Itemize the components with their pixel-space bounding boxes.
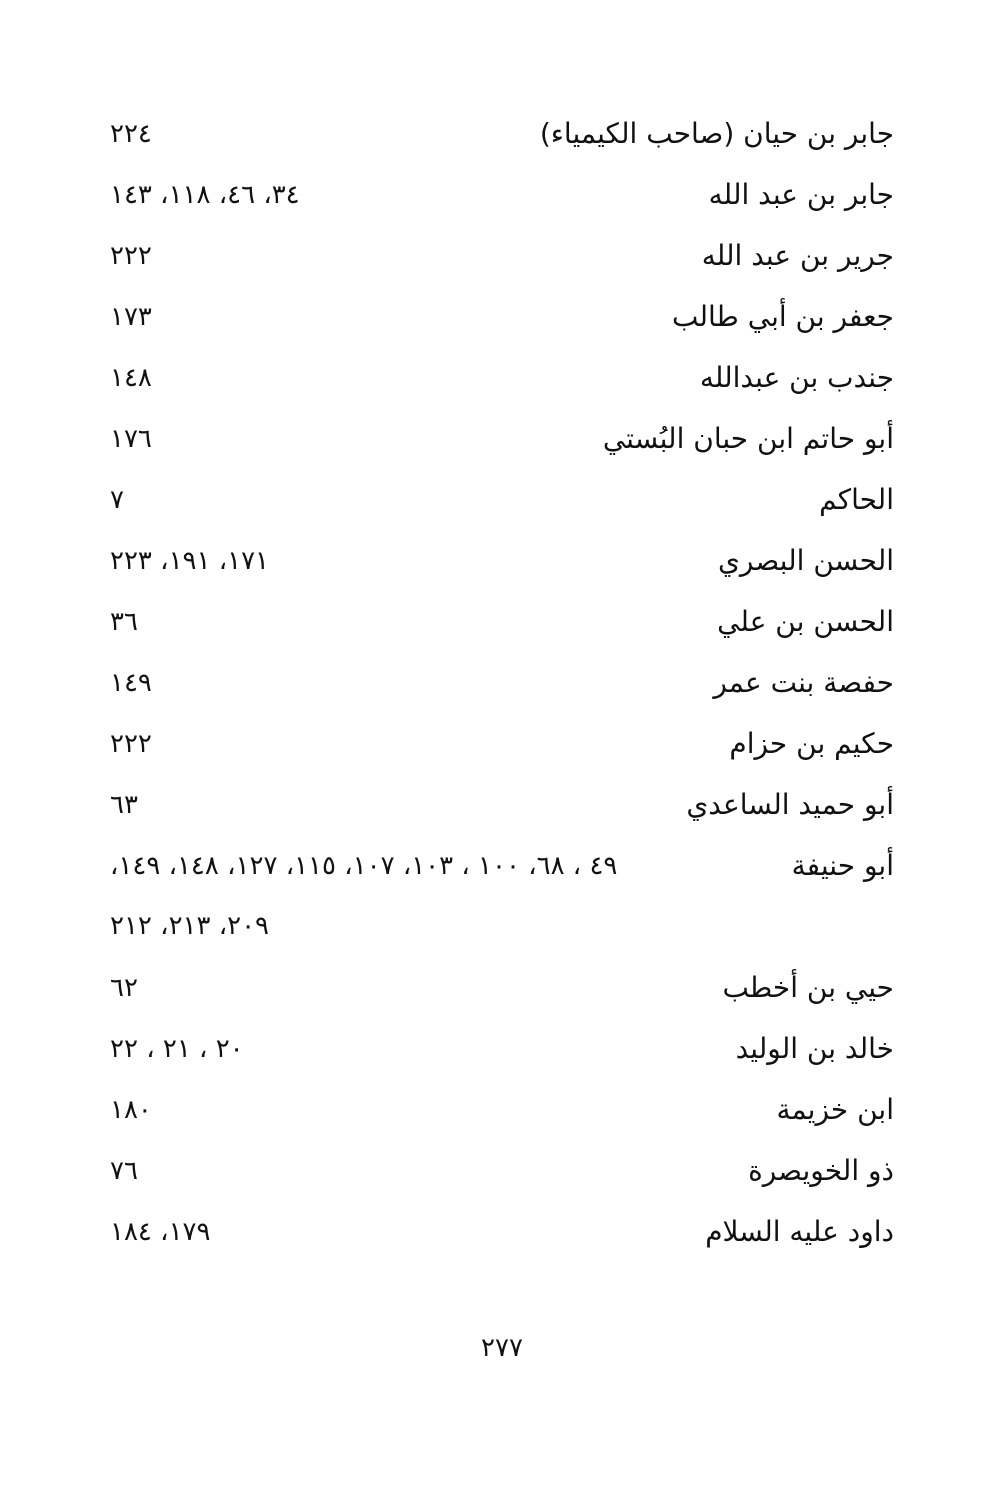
entry-name: حكيم بن حزام — [729, 727, 894, 760]
entry-name: ابن خزيمة — [776, 1093, 894, 1126]
entry-pages: ١٤٨ — [110, 363, 152, 393]
entry-name: ذو الخويصرة — [748, 1154, 894, 1187]
entry-pages: ٣٤، ٤٦، ١١٨، ١٤٣ — [110, 180, 300, 210]
entry-pages: ٢٢٢ — [110, 241, 152, 271]
index-entry — [0, 722, 1004, 772]
entry-name: الحسن بن علي — [717, 605, 894, 638]
index-entry — [0, 356, 1004, 406]
index-entry — [0, 478, 1004, 528]
index-entry — [0, 783, 1004, 833]
index-entry — [0, 539, 1004, 589]
index-entry — [0, 600, 1004, 650]
entry-pages: ٢٢٢ — [110, 729, 152, 759]
entry-pages: ١٧٦ — [110, 424, 152, 454]
page-number: ٢٧٧ — [481, 1333, 523, 1363]
entry-name: جندب بن عبدالله — [699, 361, 894, 394]
entry-name: حيي بن أخطب — [722, 971, 894, 1004]
index-entry — [0, 1210, 1004, 1260]
entry-pages: ٦٣ — [110, 790, 138, 820]
index-entry — [0, 295, 1004, 345]
entry-pages: ٧٦ — [110, 1156, 138, 1186]
index-entry — [0, 966, 1004, 1016]
index-entry — [0, 844, 1004, 954]
entry-name: أبو حنيفة — [791, 849, 894, 882]
index-entry — [0, 234, 1004, 284]
entry-name: أبو حاتم ابن حبان البُستي — [602, 422, 894, 455]
entry-name: جابر بن عبد الله — [708, 178, 894, 211]
entry-name: خالد بن الوليد — [735, 1032, 894, 1065]
entry-pages: ٧ — [110, 485, 124, 515]
entry-pages: ١٧٣ — [110, 302, 152, 332]
entry-pages: ١٨٠ — [110, 1095, 152, 1125]
entry-name: الحاكم — [819, 483, 894, 516]
entry-pages: ٦٢ — [110, 973, 138, 1003]
entry-pages: ١٧٩، ١٨٤ — [110, 1217, 211, 1247]
entry-name: جعفر بن أبي طالب — [672, 300, 894, 333]
entry-pages: ٢٠ ، ٢١ ، ٢٢ — [110, 1034, 244, 1064]
entry-pages: ١٤٩ — [110, 668, 152, 698]
entry-pages-continued: ٢٠٩، ٢١٣، ٢١٢ — [110, 911, 270, 941]
index-entry — [0, 173, 1004, 223]
entry-name: داود عليه السلام — [705, 1215, 894, 1248]
index-entry — [0, 112, 1004, 162]
entry-name: جرير بن عبد الله — [701, 239, 894, 272]
entry-name: حفصة بنت عمر — [713, 666, 894, 699]
entry-name: الحسن البصري — [718, 544, 894, 577]
index-entry — [0, 661, 1004, 711]
index-entry — [0, 417, 1004, 467]
entry-pages: ٣٦ — [110, 607, 138, 637]
entry-pages: ٤٩ ، ٦٨، ١٠٠ ، ١٠٣، ١٠٧، ١١٥، ١٢٧، ١٤٨، ١٤٩، — [110, 851, 618, 881]
entry-name: جابر بن حيان (صاحب الكيمياء) — [539, 117, 894, 150]
entry-pages: ٢٢٤ — [110, 119, 152, 149]
index-entry — [0, 1027, 1004, 1077]
index-entry — [0, 1149, 1004, 1199]
entry-pages: ١٧١، ١٩١، ٢٢٣ — [110, 546, 270, 576]
entry-name: أبو حميد الساعدي — [686, 788, 894, 821]
index-entry — [0, 1088, 1004, 1138]
